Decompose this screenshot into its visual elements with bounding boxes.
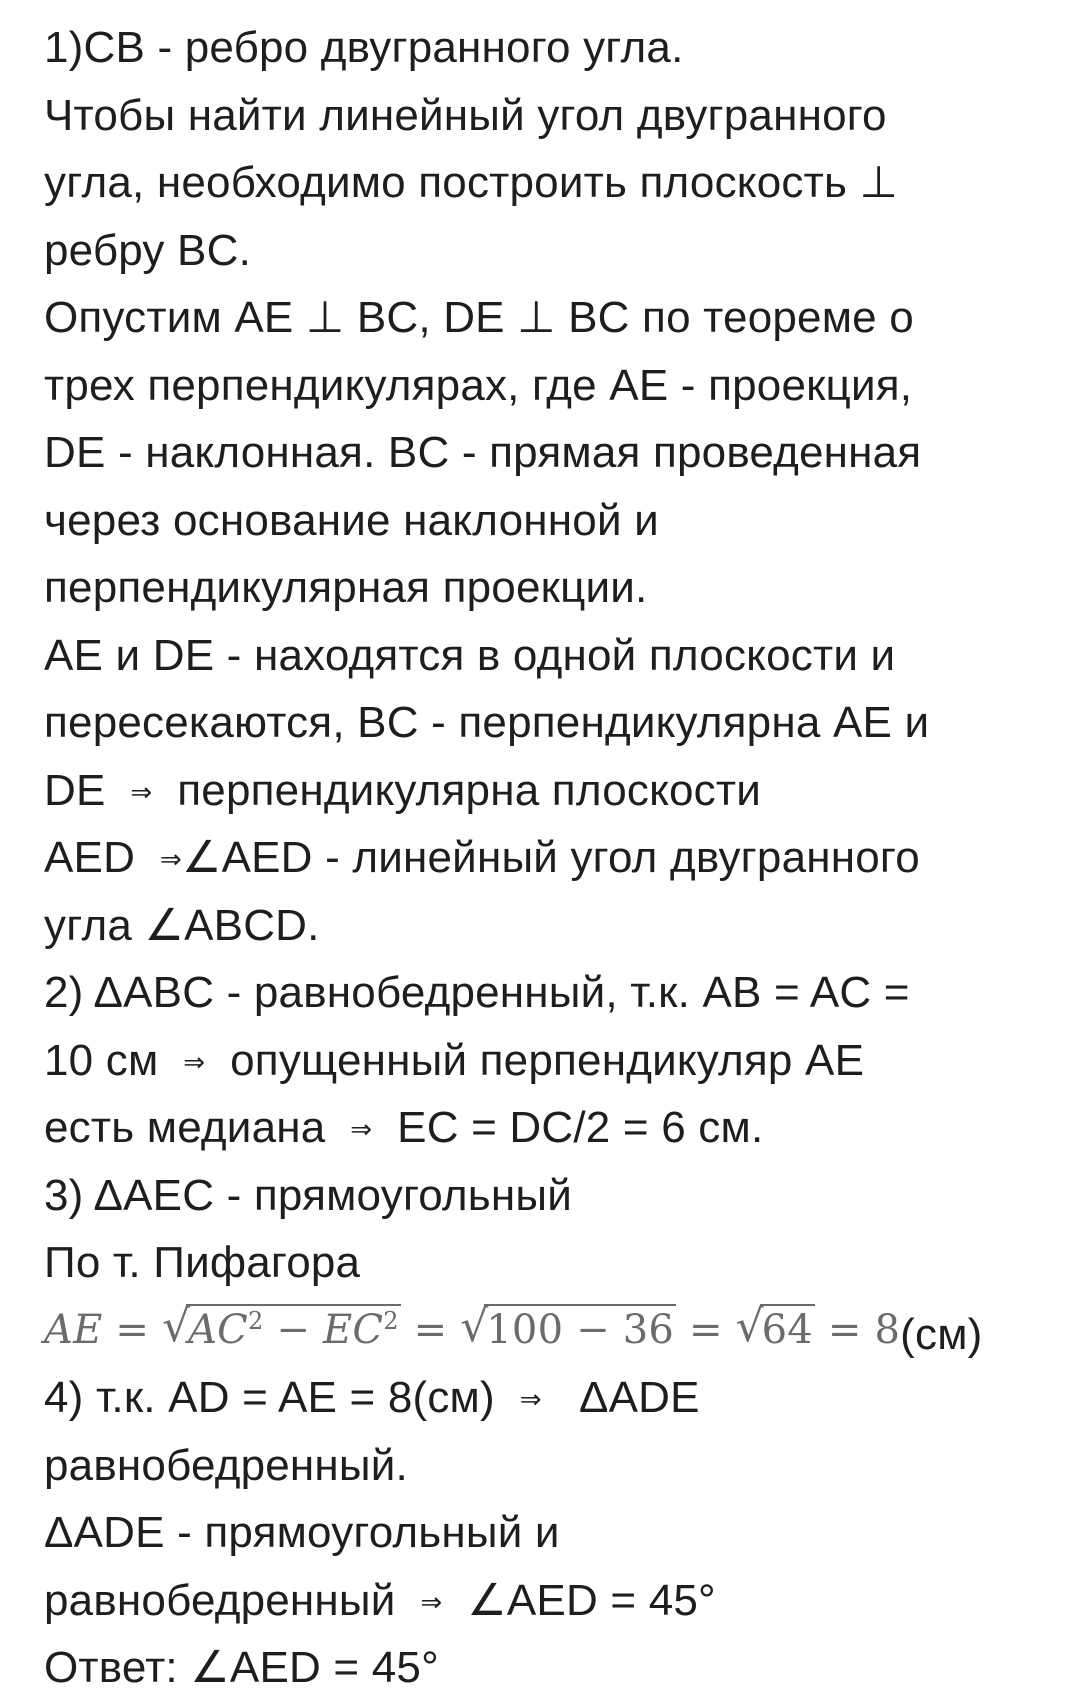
- text-line: По т. Пифагора: [44, 1238, 361, 1287]
- pythagoras-formula: [44, 1297, 1064, 1365]
- text-fragment: есть медиана: [44, 1103, 326, 1152]
- text-line: перпендикулярная проекции.: [44, 563, 648, 612]
- implies-arrow: ⇒: [350, 1115, 373, 1145]
- unit-label: (см): [900, 1309, 983, 1359]
- implies-arrow: ⇒: [183, 1047, 206, 1078]
- formula-term: 64: [760, 1304, 815, 1354]
- text-line: [44, 757, 1064, 825]
- text-line: трех перпендикулярах, где AE - проекция,: [44, 360, 913, 410]
- implies-arrow: ⇒: [159, 845, 182, 875]
- sqrt-expression: [162, 1297, 401, 1365]
- text-line: [44, 1364, 1064, 1432]
- text-fragment: DE: [44, 765, 106, 815]
- text-line: пересекаются, BC - перпендикулярна AE и: [44, 698, 930, 747]
- text-line: [44, 824, 1064, 892]
- text-line: DE - наклонная. BC - прямая проведенная: [44, 428, 922, 477]
- equals-sign: =: [115, 1306, 150, 1353]
- solution-document: [44, 14, 1064, 1702]
- text-fragment: ΔADE: [579, 1373, 700, 1422]
- text-line: ΔADE - прямоугольный и: [44, 1508, 560, 1557]
- text-line: 3) ΔAEC - прямоугольный: [44, 1170, 573, 1220]
- text-fragment: EC = DC/2 = 6 см.: [397, 1103, 764, 1152]
- sqrt-icon: √: [162, 1300, 191, 1352]
- sqrt-icon: √: [460, 1300, 489, 1352]
- equals-sign: =: [413, 1306, 448, 1353]
- text-line: через основание наклонной и: [44, 495, 659, 545]
- text-line: 2) ΔABC - равнобедренный, т.к. AB = AC =: [44, 968, 910, 1017]
- minus-sign: −: [276, 1306, 311, 1353]
- text-fragment: 4) т.к. AD = AE = 8(см): [44, 1373, 495, 1422]
- exponent: 2: [247, 1306, 264, 1335]
- text-fragment: перпендикулярна плоскости: [177, 765, 762, 815]
- text-fragment: опущенный перпендикуляр AE: [230, 1035, 865, 1085]
- implies-arrow: ⇒: [130, 777, 153, 808]
- text-line: AE и DE - находятся в одной плоскости и: [44, 630, 896, 680]
- formula-term: EC: [323, 1306, 384, 1353]
- text-fragment: 10 см: [44, 1035, 159, 1085]
- equals-sign: =: [827, 1306, 862, 1353]
- formula-result: 8: [874, 1306, 901, 1353]
- implies-arrow: ⇒: [519, 1385, 542, 1415]
- formula-lhs: AE: [44, 1306, 103, 1353]
- text-line: Опустим AE ⊥ BC, DE ⊥ BC по теореме о: [44, 293, 914, 342]
- text-line: Чтобы найти линейный угол двугранного: [44, 90, 887, 140]
- sqrt-expression: [460, 1297, 676, 1365]
- text-fragment: ∠AED = 45°: [467, 1575, 716, 1625]
- exponent: 2: [383, 1306, 399, 1335]
- text-line: [44, 1567, 1064, 1635]
- text-line: [44, 1027, 1064, 1095]
- text-line: угла, необходимо построить плоскость ⊥: [44, 158, 899, 207]
- text-line: 1)CB - ребро двугранного угла.: [44, 23, 684, 72]
- text-line: угла ∠ABCD.: [44, 900, 320, 950]
- answer-line: Ответ: ∠AED = 45°: [44, 1643, 439, 1692]
- text-line: равнобедренный.: [44, 1440, 408, 1490]
- sqrt-expression: [736, 1297, 815, 1365]
- sqrt-icon: √: [735, 1300, 764, 1352]
- formula-term: AC: [188, 1306, 248, 1353]
- implies-arrow: ⇒: [420, 1587, 443, 1618]
- text-fragment: равнобедренный: [44, 1575, 396, 1625]
- text-line: [44, 1094, 1064, 1162]
- text-line: ребру BC.: [44, 225, 251, 275]
- text-fragment: AED: [44, 833, 136, 882]
- text-fragment: ∠AED - линейный угол двугранного: [181, 833, 920, 882]
- formula-term: 100 − 36: [484, 1304, 676, 1354]
- equals-sign: =: [689, 1306, 723, 1353]
